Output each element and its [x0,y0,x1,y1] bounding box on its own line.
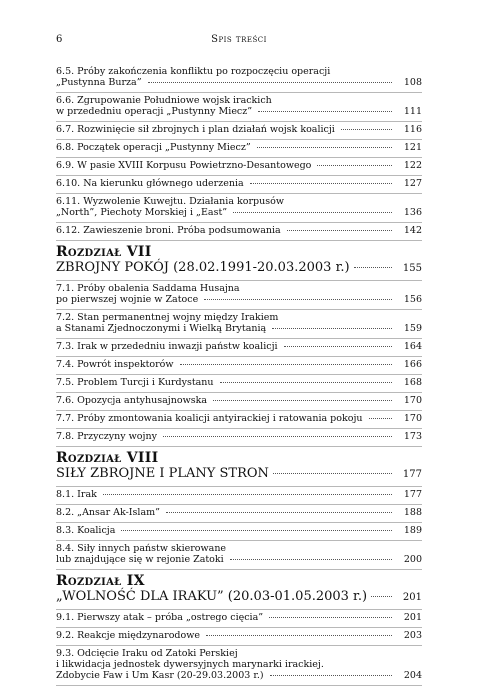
entry-separator [56,504,422,505]
leader-dots [213,399,392,401]
leader-dots [257,146,392,148]
toc-entry-title: i likwidacja jednostek dywersyjnych marynarki irackiej. [56,659,324,670]
entry-separator [56,522,422,523]
leader-dots [206,634,392,636]
toc-entry[interactable] [56,395,422,406]
entry-separator [56,222,422,223]
leader-dots [272,327,392,329]
chapter-heading[interactable] [56,573,422,606]
leader-dots [287,229,392,231]
toc-entry[interactable] [56,543,422,565]
leader-dots [354,266,392,268]
toc-entry[interactable] [56,312,422,334]
toc-entry-title: 6.10. Na kierunku głównego uderzenia [56,178,244,189]
toc-entry-page: 121 [403,142,422,153]
chapter-page: 177 [402,469,422,480]
leader-dots [371,595,392,597]
leader-dots [163,435,392,437]
entry-separator [56,309,422,310]
toc-entry[interactable] [56,283,422,305]
toc-entry[interactable] [56,630,422,641]
toc-entry-title: 9.3. Odcięcie Iraku od Zatoki Perskiej [56,648,238,659]
entry-separator [56,356,422,357]
entry-separator [56,428,422,429]
entry-separator [56,193,422,194]
toc-entry-page: 122 [403,160,422,171]
toc-entry[interactable] [56,124,422,135]
toc-entry-page: 203 [403,630,422,641]
leader-dots [220,381,392,383]
entry-separator [56,139,422,140]
toc-entry-title: 7.3. Irak w przededniu inwazji państw koalicji [56,341,278,352]
toc-entry-title: 6.8. Początek operacji „Pustynny Miecz” [56,142,251,153]
toc-entry-title: 7.8. Przyczyny wojny [56,431,157,442]
toc-entry[interactable] [56,377,422,388]
toc-entry[interactable] [56,95,422,117]
toc-entry-title: 6.11. Wyzwolenie Kuwejtu. Działania korpusów [56,196,284,207]
toc-entry-page: 204 [403,670,422,681]
toc-entry[interactable] [56,225,422,236]
toc-entry-page: 166 [403,359,422,370]
leader-dots [103,493,392,495]
toc-entry-title: 6.5. Próby zakończenia konfliktu po rozpoczęciu operacji [56,66,331,77]
toc-entry[interactable] [56,489,422,500]
chapter-heading[interactable] [56,244,422,277]
entry-separator [56,486,422,487]
toc-entry-title: 6.12. Zawieszenie broni. Próba podsumowania [56,225,281,236]
leader-dots [204,298,392,300]
toc-entry[interactable] [56,507,422,518]
page-header [56,34,422,48]
toc-entry[interactable] [56,341,422,352]
leader-dots [273,472,392,474]
toc-entry-page: 200 [403,554,422,565]
chapter-label: Rozdział VII [56,244,152,260]
toc-entry-page: 142 [403,225,422,236]
entry-separator [56,627,422,628]
toc-entry-title: a Stanami Zjednoczonymi i Wielką Brytanią [56,323,267,334]
toc-entry-title: 7.2. Stan permanentnej wojny między Irakiem [56,312,279,323]
entry-separator [56,685,422,686]
entry-separator [56,280,422,281]
running-title: Spis treści [211,34,267,45]
toc-entry-title: 6.7. Rozwinięcie sił zbrojnych i plan działań wojsk koalicji [56,124,335,135]
leader-dots [317,164,392,166]
toc-entry-page: 188 [403,507,422,518]
leader-dots [341,128,392,130]
page-number: 6 [56,34,63,45]
toc-entry-page: 168 [403,377,422,388]
entry-separator [56,540,422,541]
entry-separator [56,569,422,570]
toc-entry-page: 170 [403,395,422,406]
toc-entry[interactable] [56,525,422,536]
toc-entry[interactable] [56,431,422,442]
toc-entry-title: 7.6. Opozycja antyhusajnowska [56,395,208,406]
toc-entry[interactable] [56,66,422,88]
toc-entry-title: 6.9. W pasie XVIII Korpusu Powietrzno-Desantowego [56,160,312,171]
entry-separator [56,157,422,158]
leader-dots [250,182,392,184]
toc-entry-title: 8.4. Siły innych państw skierowane [56,543,227,554]
entry-separator [56,374,422,375]
toc-entry-title: 7.1. Próby obalenia Saddama Husajna [56,283,240,294]
entry-separator [56,410,422,411]
chapter-title: SIŁY ZBROJNE I PLANY STRON [56,466,269,481]
chapter-label: Rozdział VIII [56,450,159,466]
toc-entry-title: 9.2. Reakcje międzynarodowe [56,630,200,641]
entry-separator [56,92,422,93]
toc-entry-page: 189 [403,525,422,536]
toc-entry-page: 127 [403,178,422,189]
toc-entry-page: 201 [403,612,422,623]
leader-dots [166,511,392,513]
toc-entry[interactable] [56,142,422,153]
toc-entry[interactable] [56,413,422,424]
toc-entry-title: 8.1. Irak [56,489,97,500]
leader-dots [369,417,392,419]
entry-separator [56,240,422,241]
chapter-label: Rozdział IX [56,573,145,589]
leader-dots [258,110,392,112]
entry-separator [56,392,422,393]
leader-dots [230,558,392,560]
leader-dots [233,211,392,213]
toc-entry-page: 111 [403,106,422,117]
entry-separator [56,121,422,122]
toc-entry-page: 136 [403,207,422,218]
toc-entry-page: 108 [403,77,422,88]
chapter-page: 201 [402,592,422,603]
leader-dots [121,529,392,531]
entry-separator [56,338,422,339]
toc-entry[interactable] [56,648,422,681]
toc-entry-page: 170 [403,413,422,424]
toc-entry-page: 177 [403,489,422,500]
leader-dots [180,363,392,365]
toc-entry-title: w przededniu operacji „Pustynny Miecz” [56,106,253,117]
chapter-title: ZBROJNY POKÓJ (28.02.1991-20.03.2003 r.) [56,260,350,275]
toc-entry[interactable] [56,359,422,370]
toc-entry-title: 8.2. „Ansar Ak-Islam” [56,507,161,518]
toc-entry[interactable] [56,196,422,218]
toc-entry-title: 7.4. Powrót inspektorów [56,359,174,370]
toc-entry-title: 7.7. Próby zmontowania koalicji antyirackiej i ratowania pokoju [56,413,363,424]
leader-dots [284,345,392,347]
entry-separator [56,645,422,646]
chapter-page: 155 [402,263,422,274]
toc-entry-page: 173 [403,431,422,442]
leader-dots [269,616,392,618]
toc-entry-title: 6.6. Zgrupowanie Południowe wojsk irackich [56,95,272,106]
toc-entry-title: lub znajdujące się w rejonie Zatoki [56,554,224,565]
toc-entry-title: po pierwszej wojnie w Zatoce [56,294,199,305]
entry-separator [56,446,422,447]
toc-entry-title: Zdobycie Faw i Um Kasr (20-29.03.2003 r.) [56,670,264,681]
toc-entry-title: „Pustynna Burza” [56,77,142,88]
toc-entry-title: 8.3. Koalicja [56,525,116,536]
entry-separator [56,609,422,610]
toc-entry-page: 116 [403,124,422,135]
chapter-heading[interactable] [56,450,422,483]
toc-entry[interactable] [56,160,422,171]
leader-dots [148,81,392,83]
toc-entry-title: 7.5. Problem Turcji i Kurdystanu [56,377,214,388]
entry-separator [56,175,422,176]
toc-entry[interactable] [56,612,422,623]
toc-entry-page: 159 [403,323,422,334]
toc-entry-page: 156 [403,294,422,305]
toc-entry-title: „North”, Piechoty Morskiej i „East” [56,207,228,218]
toc-entry-page: 164 [403,341,422,352]
toc-entry-title: 9.1. Pierwszy atak – próba „ostrego cięcia” [56,612,264,623]
toc-entry[interactable] [56,178,422,189]
chapter-title: „WOLNOŚĆ DLA IRAKU” (20.03-01.05.2003 r.) [56,589,368,604]
leader-dots [270,674,392,676]
